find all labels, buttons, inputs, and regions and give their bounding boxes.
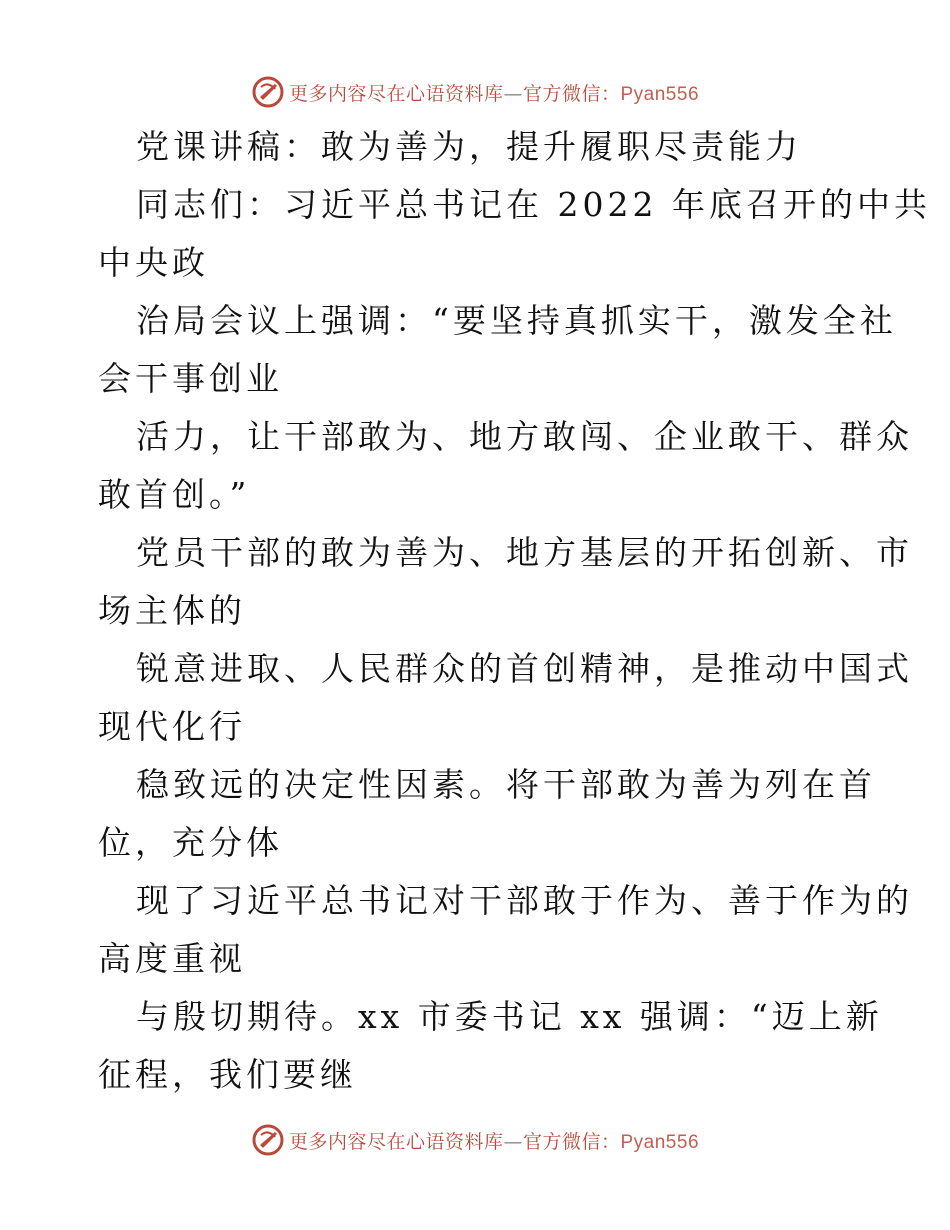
text-line: 位，充分体 bbox=[98, 823, 283, 862]
watermark-wechat-label: 官方微信： bbox=[522, 82, 621, 105]
red-seal-logo-icon bbox=[251, 75, 285, 109]
document-body bbox=[98, 118, 931, 1104]
watermark-site-name: 更多内容尽在心语资料库 bbox=[288, 1130, 504, 1153]
red-seal-logo-icon bbox=[251, 1123, 285, 1157]
text-line: 锐意进取、人民群众的首创精神，是推动中国式 bbox=[136, 649, 913, 688]
text-line: 高度重视 bbox=[98, 939, 246, 978]
text-line: 党员干部的敢为善为、地方基层的开拓创新、市 bbox=[136, 533, 913, 572]
text-line: 场主体的 bbox=[98, 591, 246, 630]
text-line: 敢首创。” bbox=[98, 475, 251, 514]
text-line: 征程，我们要继 bbox=[98, 1055, 357, 1094]
header-watermark bbox=[0, 72, 950, 112]
watermark-separator: — bbox=[503, 1130, 523, 1153]
watermark-text bbox=[289, 79, 699, 106]
footer-watermark bbox=[0, 1120, 950, 1160]
text-line: 会干事创业 bbox=[98, 359, 283, 398]
watermark-wechat-id: Pyan556 bbox=[620, 1131, 700, 1153]
text-line: 与殷切期待。xx 市委书记 xx 强调：“迈上新 bbox=[136, 997, 883, 1036]
watermark-separator: — bbox=[503, 82, 523, 105]
text-line: 活力，让干部敢为、地方敢闯、企业敢干、群众 bbox=[136, 417, 913, 456]
text-line: 现了习近平总书记对干部敢于作为、善于作为的 bbox=[136, 881, 913, 920]
text-line: 治局会议上强调：“要坚持真抓实干，激发全社 bbox=[136, 301, 897, 340]
watermark-wechat-id: Pyan556 bbox=[620, 83, 700, 105]
watermark-site-name: 更多内容尽在心语资料库 bbox=[288, 82, 504, 105]
text-line: 中央政 bbox=[98, 243, 209, 282]
text-line: 稳致远的决定性因素。将干部敢为善为列在首 bbox=[136, 765, 876, 804]
text-line: 现代化行 bbox=[98, 707, 246, 746]
watermark-text bbox=[289, 1127, 699, 1154]
watermark-wechat-label: 官方微信： bbox=[522, 1130, 621, 1153]
text-line: 党课讲稿：敢为善为，提升履职尽责能力 bbox=[136, 127, 802, 166]
text-line: 同志们：习近平总书记在 2022 年底召开的中共 bbox=[136, 185, 931, 224]
